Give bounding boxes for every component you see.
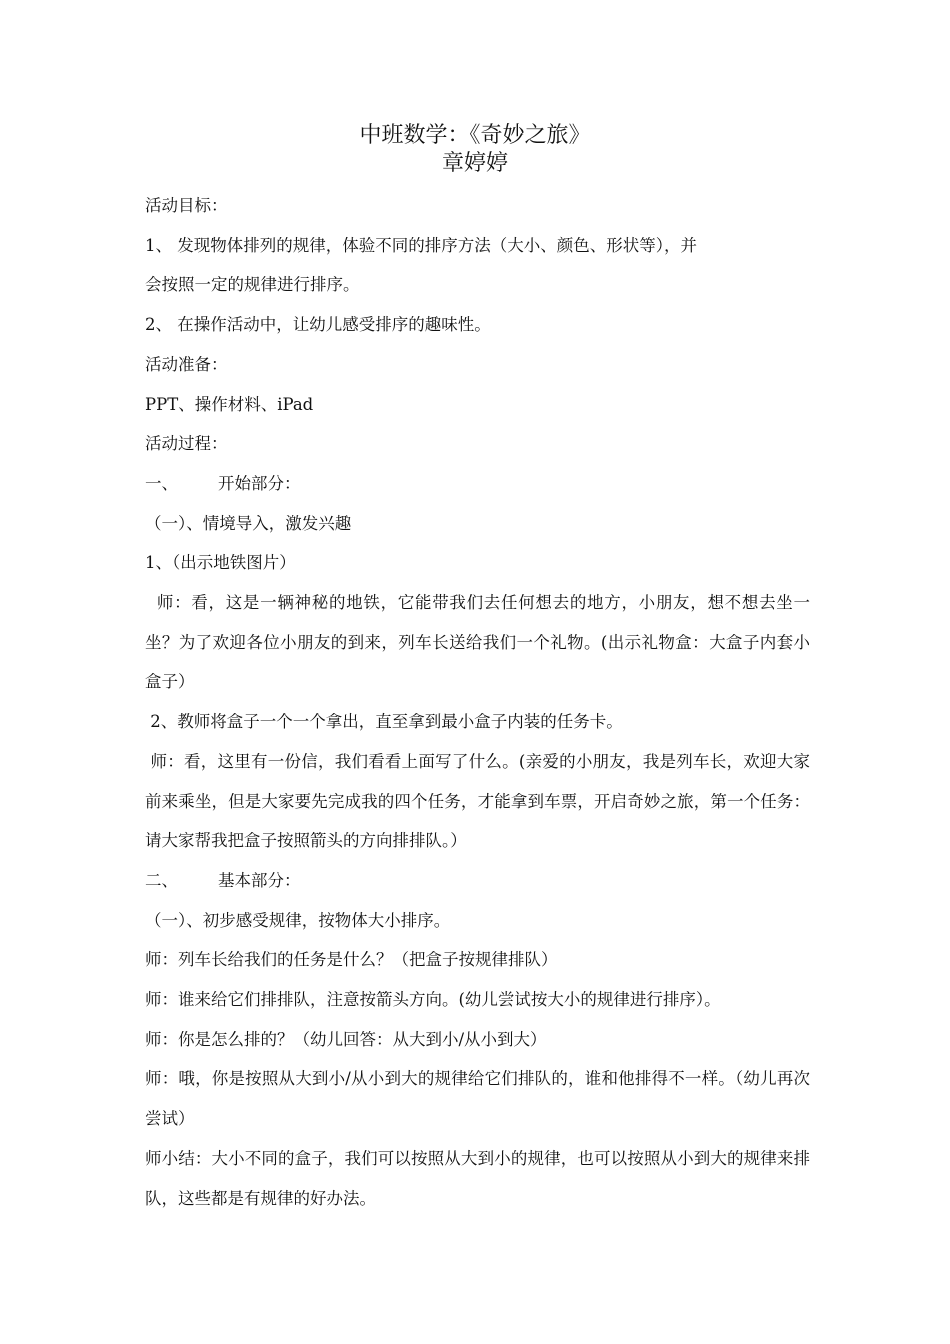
paragraph: 活动过程： — [145, 434, 228, 454]
paragraph: 活动准备： — [145, 354, 228, 374]
paragraph: 师：列车长给我们的任务是什么？（把盒子按规律排队） — [145, 950, 558, 970]
paragraph: 师：谁来给它们排排队，注意按箭头方向。(幼儿尝试按大小的规律进行排序）。 — [145, 990, 721, 1010]
author-name: 章婷婷 — [441, 151, 508, 176]
paragraph: 师：看，这是一辆神秘的地铁，它能带我们去任何想去的地方，小朋友，想不想去坐一坐？为了欢迎各位小朋友的到来，列车长送给我们一个礼物。(出示礼物盒：大盒子内套小盒子） — [145, 593, 810, 692]
paragraph: 2、 在操作活动中，让幼儿感受排序的趣味性。 — [145, 315, 491, 335]
paragraph: 师：看，这里有一份信，我们看看上面写了什么。(亲爱的小朋友，我是列车长，欢迎大家前来乘坐，但是大家要先完成我的四个任务，才能拿到车票，开启奇妙之旅，第一个任务：请大家帮我把盒子按照箭头的方向排排队。） — [145, 751, 811, 851]
paragraph: 1、 发现物体排列的规律，体验不同的排序方法（大小、颜色、形状等），并 — [145, 235, 697, 255]
document-title: 中班数学：《奇妙之旅》 — [359, 123, 591, 148]
paragraph: 活动目标： — [145, 196, 228, 215]
paragraph: 师：哦，你是按照从大到小/从小到大的规律给它们排队的，谁和他排得不一样。（幼儿再次尝试） — [145, 1069, 810, 1129]
section-heading-text: 开始部分： — [218, 473, 301, 493]
section-heading-text: 基本部分： — [218, 870, 301, 890]
paragraph — [145, 464, 810, 504]
paragraph: 师：你是怎么排的？（幼儿回答：从大到小/从小到大） — [145, 1029, 547, 1049]
paragraph: （一）、情境导入，激发兴趣 — [145, 513, 352, 533]
paragraph: PPT、操作材料、iPad — [145, 394, 314, 414]
paragraph — [145, 861, 810, 901]
paragraph: （一）、初步感受规律，按物体大小排序。 — [145, 910, 451, 930]
document-body — [145, 186, 810, 1218]
section-number: 一、 — [145, 473, 178, 493]
paragraph: 2、教师将盒子一个一个拿出，直至拿到最小盒子内装的任务卡。 — [145, 712, 623, 732]
title-block — [0, 122, 950, 178]
paragraph: 会按照一定的规律进行排序。 — [145, 275, 360, 295]
section-number: 二、 — [145, 870, 178, 890]
paragraph: 师小结：大小不同的盒子，我们可以按照从大到小的规律，也可以按照从小到大的规律来排队，这些都是有规律的好办法。 — [145, 1148, 810, 1208]
paragraph: 1、（出示地铁图片） — [145, 553, 296, 573]
